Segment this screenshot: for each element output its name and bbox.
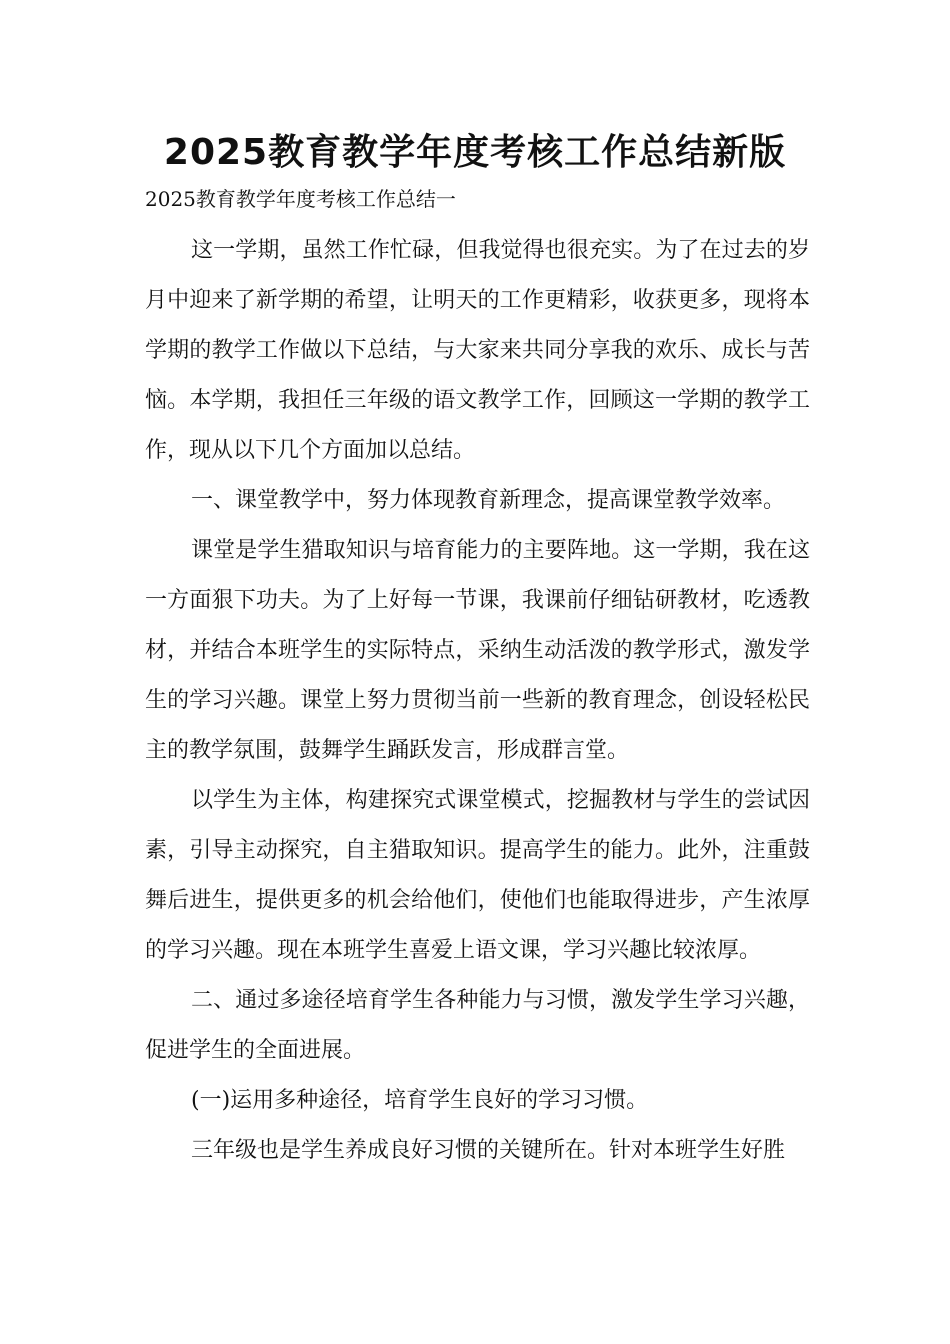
subsection-heading: (一)运用多种途径，培育学生良好的学习习惯。 [191, 1088, 649, 1113]
paragraph: 课堂是学生猎取知识与培育能力的主要阵地。这一学期，我在这一方面狠下功夫。为了上好每一节课，我课前仔细钻研教材，吃透教材，并结合本班学生的实际特点，采纳生动活泼的教学形式，激发学生的学习兴趣。课堂上努力贯彻当前一些新的教育理念，创设轻松民主的教学氛围，鼓舞学生踊跃发言，形成群言堂。 [145, 538, 810, 763]
paragraph: 三年级也是学生养成良好习惯的关键所在。针对本班学生好胜 [191, 1138, 786, 1163]
paragraph: 以学生为主体，构建探究式课堂模式，挖掘教材与学生的尝试因素，引导主动探究，自主猎取知识。提高学生的能力。此外，注重鼓舞后进生，提供更多的机会给他们，使他们也能取得进步，产生浓厚的学习兴趣。现在本班学生喜爱上语文课，学习兴趣比较浓厚。 [145, 788, 810, 963]
document-title: 2025教育教学年度考核工作总结新版 [163, 132, 787, 173]
section-heading: 二、通过多途径培育学生各种能力与习惯，激发学生学习兴趣，促进学生的全面进展。 [145, 988, 810, 1063]
section-heading: 一、课堂教学中，努力体现教育新理念，提高课堂教学效率。 [191, 488, 786, 513]
document-body [145, 226, 810, 1176]
paragraph: 这一学期，虽然工作忙碌，但我觉得也很充实。为了在过去的岁月中迎来了新学期的希望，让明天的工作更精彩，收获更多，现将本学期的教学工作做以下总结，与大家来共同分享我的欢乐、成长与苦恼。本学期，我担任三年级的语文教学工作，回顾这一学期的教学工作，现从以下几个方面加以总结。 [145, 238, 810, 463]
document-subtitle: 2025教育教学年度考核工作总结一 [145, 187, 456, 211]
